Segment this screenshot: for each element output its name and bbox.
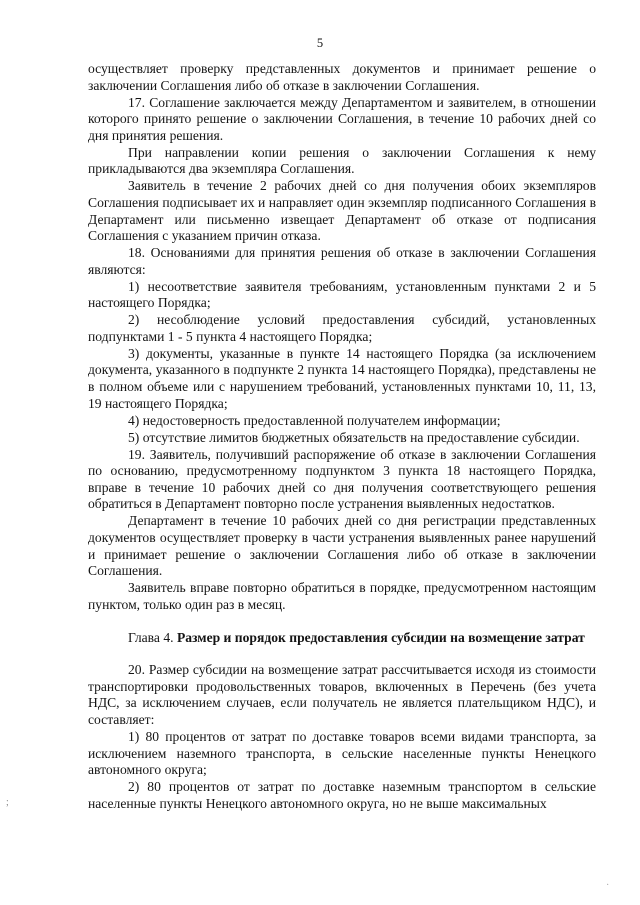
- paragraph-department-check: Департамент в течение 10 рабочих дней со дня регистрации представленных документов осуществляет проверку в части устранения выявленных ранее нарушений и принимает решение о заключении Соглашения либо об отказе в заключении Соглашения.: [88, 513, 596, 579]
- paragraph-signing: Заявитель в течение 2 рабочих дней со дня получения обоих экземпляров Соглашения подписывает их и направляет один экземпляр подписанного Соглашения в Департамент или письменно извещает Департамент об отказе от подписания Соглашения с указанием причин отказа.: [88, 178, 596, 244]
- margin-mark: ;: [6, 797, 9, 808]
- paragraph-copies: При направлении копии решения о заключении Соглашения к нему прикладываются два экземпляра Соглашения.: [88, 144, 596, 177]
- list-item-18-3: 3) документы, указанные в пункте 14 настоящего Порядка (за исключением документа, указанного в подпункте 2 пункта 14 настоящего Порядка), представлены не в полном объеме или с нарушением требований, установленных пунктами 10, 11, 13, 19 настоящего Порядка;: [88, 345, 596, 411]
- list-item-18-5: 5) отсутствие лимитов бюджетных обязательств на предоставление субсидии.: [128, 429, 580, 445]
- paragraph-continuation: осуществляет проверку представленных документов и принимает решение о заключении Соглашения либо об отказе в заключении Соглашения.: [88, 61, 596, 93]
- chapter-title: Размер и порядок предоставления субсидии на возмещение затрат: [176, 630, 585, 646]
- chapter-heading: [88, 629, 596, 646]
- list-item-20-1: 1) 80 процентов от затрат по доставке товаров всеми видами транспорта, за исключением наземного транспорта, в сельские населенные пункты Ненецкого автономного округа;: [88, 729, 596, 778]
- list-item-18-2: 2) несоблюдение условий предоставления субсидий, установленных подпунктами 1 - 5 пункта 4 настоящего Порядка;: [88, 312, 596, 344]
- chapter-prefix: Глава 4.: [128, 630, 174, 646]
- paragraph-clause-17: 17. Соглашение заключается между Департаментом и заявителем, в отношении которого принято решение о заключении Соглашения, в течение 10 рабочих дней со дня принятия решения.: [88, 94, 596, 143]
- list-item-18-1: 1) несоответствие заявителя требованиям, установленным пунктами 2 и 5 настоящего Порядка;: [88, 278, 596, 311]
- paragraph-clause-20: 20. Размер субсидии на возмещение затрат рассчитывается исходя из стоимости транспортировки продовольственных товаров, включенных в Перечень (без учета НДС, за исключением случаев, если получатель не является плательщиком НДС), и составляет:: [88, 662, 596, 728]
- paragraph-clause-19: 19. Заявитель, получивший распоряжение об отказе в заключении Соглашения по основанию, предусмотренному подпунктом 3 пункта 18 настоящего Порядка, вправе в течение 10 рабочих дней со дня получения соответствующего решения обратиться в Департамент повторно после устранения выявленных недостатков.: [88, 446, 596, 512]
- list-item-20-2: 2) 80 процентов от затрат по доставке наземным транспортом в сельские населенные пункты Ненецкого автономного округа, но не выше максимальных: [88, 779, 596, 811]
- paragraph-reapply: Заявитель вправе повторно обратиться в порядке, предусмотренном настоящим пунктом, только один раз в месяц.: [88, 580, 596, 612]
- margin-dot: ·: [606, 880, 610, 891]
- page-number: 5: [316, 36, 324, 50]
- document-body: [88, 61, 596, 813]
- list-item-18-4: 4) недостоверность предоставленной получателем информации;: [128, 412, 501, 428]
- paragraph-clause-18: 18. Основаниями для принятия решения об отказе в заключении Соглашения являются:: [88, 245, 596, 277]
